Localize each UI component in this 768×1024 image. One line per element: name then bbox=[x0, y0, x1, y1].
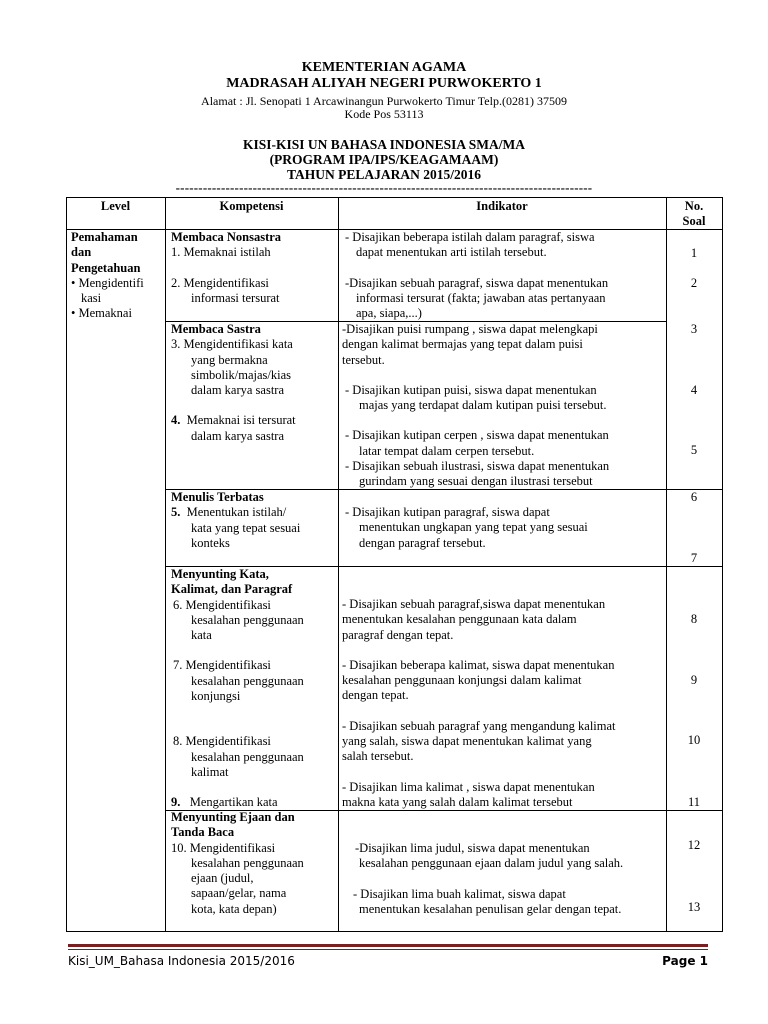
ministry-title: KEMENTERIAN AGAMA bbox=[301, 60, 467, 75]
soal-number: 8 bbox=[690, 612, 698, 626]
indikator-menyunting-ejaan: -Disajikan lima judul, siswa dapat menentukan kesalahan penggunaan ejaan dalam judul yang salah. - Disajikan lima buah kalimat, siswa dapat menentukan kesalahan penulisan gelar dengan tepat. bbox=[353, 841, 624, 916]
footer-rule-thin bbox=[68, 949, 708, 950]
postal-code: Kode Pos 53113 bbox=[344, 107, 424, 121]
indikator-menyunting-kata: - Disajikan sebuah paragraf,siswa dapat menentukan menentukan kesalahan penggunaan kata dalam paragraf dengan tepat. - Disajikan beberapa kalimat, siswa dapat menentukan kesalahan penggunaan konjungsi dalam kalimat dengan tepat. - Disajikan sebuah paragraf yang mengandung kalimat yang salah, siswa dapat menentukan kalimat yang salah tersebut. - Disajikan lima kalimat , siswa dapat menentukan makna kata yang salah dalam kalimat tersebut bbox=[342, 597, 616, 809]
kompetensi-menyunting-kata: Menyunting Kata, Kalimat, dan Paragraf 6. Mengidentifikasi kesalahan penggunaan kata 7. Mengidentifikasi kesalahan penggunaan konjungsi 8. Mengidentifikasi kesalahan penggunaan kalimat 9. Mengartikan kata bbox=[171, 567, 304, 810]
footer-page-number: Page 1 bbox=[662, 954, 708, 968]
soal-number: 7 bbox=[690, 551, 698, 565]
kompetensi-menulis-terbatas: Menulis Terbatas 5. Menentukan istilah/ kata yang tepat sesuai konteks bbox=[171, 490, 301, 550]
program-subtitle: (PROGRAM IPA/IPS/KEAGAMAAM) bbox=[269, 152, 499, 167]
year-subtitle: TAHUN PELAJARAN 2015/2016 bbox=[286, 167, 481, 182]
document-title: KISI-KISI UN BAHASA INDONESIA SMA/MA bbox=[242, 137, 526, 152]
soal-number: 5 bbox=[690, 443, 698, 457]
soal-number: 1 bbox=[690, 246, 698, 260]
soal-number: 6 bbox=[690, 490, 698, 504]
kompetensi-menyunting-ejaan: Menyunting Ejaan dan Tanda Baca 10. Mengidentifikasi kesalahan penggunaan ejaan (judul, sapaan/gelar, nama kota, kata depan) bbox=[171, 810, 304, 916]
indikator-menulis-terbatas: - Disajikan kutipan paragraf, siswa dapat menentukan ungkapan yang tepat yang sesuai dengan paragraf tersebut. bbox=[345, 505, 588, 550]
column-header-indikator: Indikator bbox=[476, 199, 528, 213]
column-header-kompetensi: Kompetensi bbox=[219, 199, 284, 213]
soal-number: 13 bbox=[687, 900, 701, 914]
kompetensi-membaca-nonsastra: Membaca Nonsastra 1. Memaknai istilah 2. Mengidentifikasi informasi tersurat bbox=[171, 230, 282, 305]
kompetensi-membaca-sastra: Membaca Sastra 3. Mengidentifikasi kata yang bermakna simbolik/majas/kias dalam karya sastra 4. Memaknai isi tersurat dalam karya sastra bbox=[171, 322, 296, 443]
soal-number: 11 bbox=[687, 795, 701, 809]
soal-number: 2 bbox=[690, 276, 698, 290]
column-header-level: Level bbox=[100, 199, 131, 213]
school-title: MADRASAH ALIYAH NEGERI PURWOKERTO 1 bbox=[226, 76, 542, 91]
column-header-no-soal: No. Soal bbox=[682, 199, 706, 229]
soal-number: 12 bbox=[687, 838, 701, 852]
footer-rule-thick bbox=[68, 944, 708, 947]
divider-dashes: -------------------------------------------------------------------------------------------- bbox=[175, 180, 593, 195]
level-cell: Pemahaman dan Pengetahuan • Mengidentifi kasi • Memaknai bbox=[71, 230, 144, 321]
school-address: Alamat : Jl. Senopati 1 Arcawinangun Purwokerto Timur Telp.(0281) 37509 bbox=[201, 94, 567, 108]
soal-number: 10 bbox=[687, 733, 701, 747]
soal-number: 3 bbox=[690, 322, 698, 336]
indikator-membaca-sastra: -Disajikan puisi rumpang , siswa dapat melengkapi dengan kalimat bermajas yang tepat dalam puisi tersebut. - Disajikan kutipan puisi, siswa dapat menentukan majas yang terdapat dalam kutipan puisi tersebut. - Disajikan kutipan cerpen , siswa dapat menentukan latar tempat dalam cerpen tersebut. - Disajikan sebuah ilustrasi, siswa dapat menentukan gurindam yang sesuai dengan ilustrasi tersebut bbox=[342, 322, 610, 489]
footer-document-name: Kisi_UM_Bahasa Indonesia 2015/2016 bbox=[68, 954, 295, 968]
indikator-membaca-nonsastra: - Disajikan beberapa istilah dalam paragraf, siswa dapat menentukan arti istilah tersebut. -Disajikan sebuah paragraf, siswa dapat menentukan informasi tersurat (fakta; jawaban atas pertanyaan apa, siapa,...) bbox=[345, 230, 609, 321]
soal-number: 9 bbox=[690, 673, 698, 687]
soal-number: 4 bbox=[690, 383, 698, 397]
